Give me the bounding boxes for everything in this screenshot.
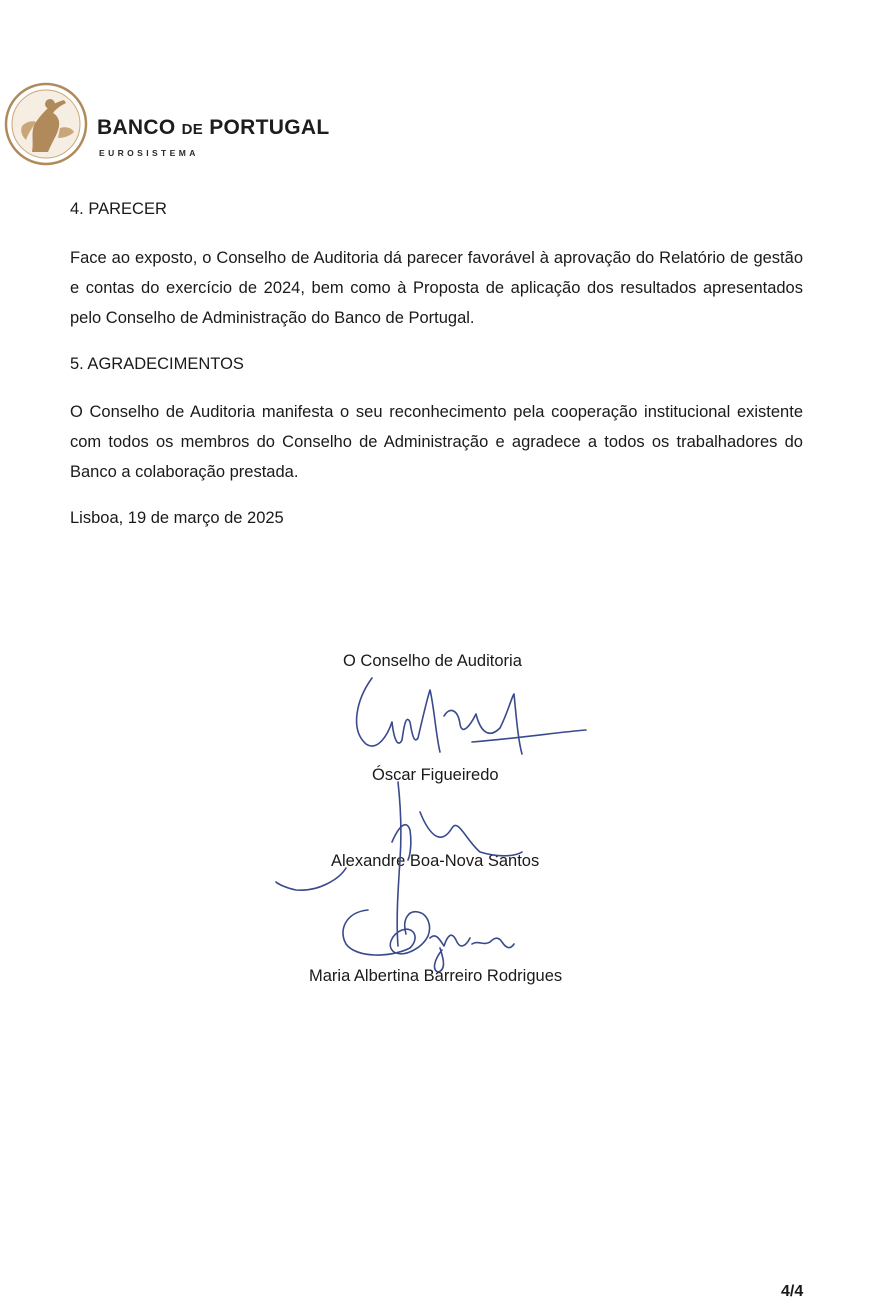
brand-main: BANCO (97, 116, 176, 139)
date-line: Lisboa, 19 de março de 2025 (70, 509, 284, 527)
page-number: 4/4 (781, 1283, 804, 1300)
brand-de: DE (181, 121, 204, 138)
paragraph-line: Face ao exposto, o Conselho de Auditoria dá parecer favorável à aprovação do Relatório de gestão (70, 249, 803, 267)
signatory-name: Maria Albertina Barreiro Rodrigues (309, 967, 563, 985)
signatory-name: Óscar Figueiredo (372, 766, 499, 784)
signature-1 (357, 678, 586, 754)
paragraph-line: e contas do exercício de 2024, bem como à Proposta de aplicação dos resultados apresentados (70, 279, 803, 297)
signature-3 (343, 910, 514, 972)
section-heading-agradecimentos: 5. AGRADECIMENTOS (70, 355, 244, 373)
paragraph-line: O Conselho de Auditoria manifesta o seu reconhecimento pela cooperação institucional existente (70, 403, 803, 421)
signature-block-title: O Conselho de Auditoria (343, 652, 522, 670)
paragraph-line: com todos os membros do Conselho de Administração e agradece a todos os trabalhadores do (70, 433, 803, 451)
brand-country: PORTUGAL (209, 116, 330, 139)
letterhead (4, 80, 424, 170)
paragraph-parecer (70, 243, 803, 333)
paragraph-line: pelo Conselho de Administração do Banco de Portugal. (70, 309, 475, 327)
brand-subtitle: EUROSISTEMA (99, 148, 199, 158)
signatory-name: Alexandre Boa-Nova Santos (331, 852, 540, 870)
section-heading-parecer: 4. PARECER (70, 200, 167, 218)
paragraph-line: Banco a colaboração prestada. (70, 463, 299, 481)
brand-name (97, 116, 329, 140)
paragraph-agradecimentos (70, 397, 803, 487)
banco-de-portugal-logo-icon (4, 82, 88, 166)
